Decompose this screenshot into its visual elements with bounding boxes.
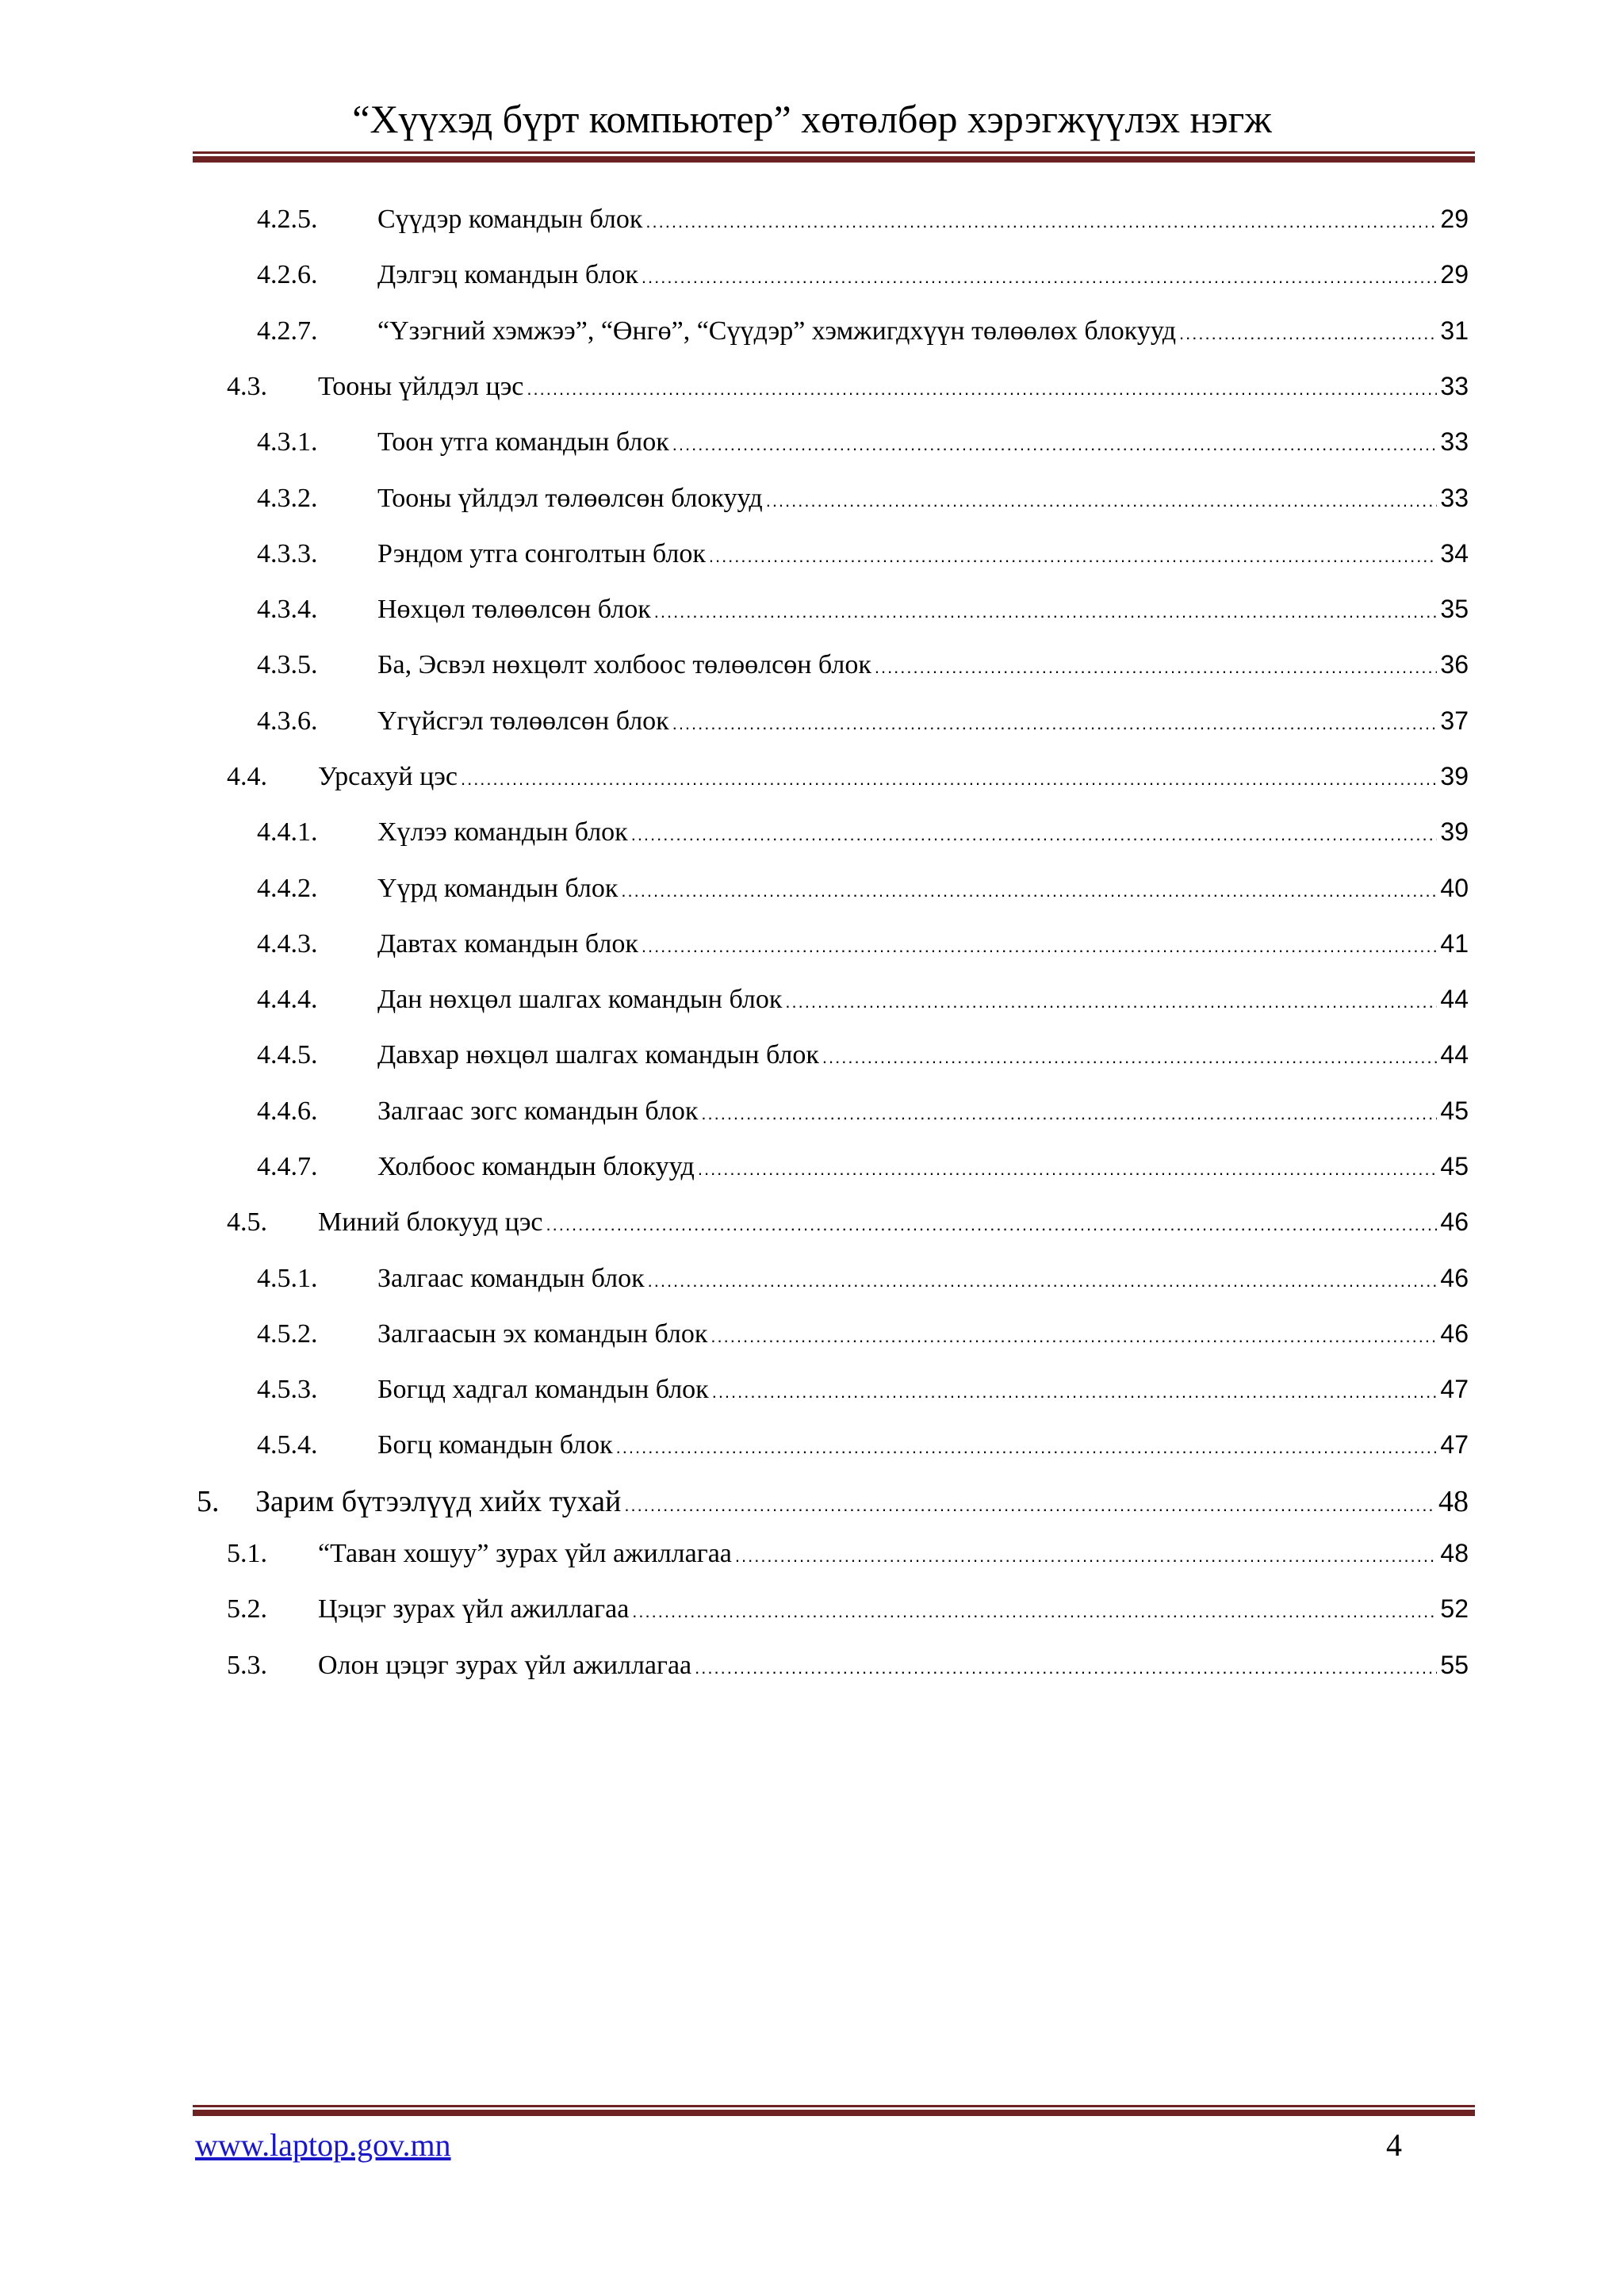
toc-entry-page: 47 — [1440, 1430, 1469, 1459]
toc-entry-title: Залгаасын эх командын блок — [377, 1319, 708, 1349]
toc-entry-number: 4.4.6. — [257, 1096, 318, 1126]
toc-entry-title: Тоон утга командын блок — [377, 427, 669, 457]
toc-entry-page: 47 — [1440, 1375, 1469, 1403]
toc-entry-page: 35 — [1440, 595, 1469, 623]
toc-entry-title: Дан нөхцөл шалгах командын блок — [377, 985, 783, 1014]
toc-entry-page: 55 — [1440, 1651, 1469, 1679]
toc-entry-number: 4.4.7. — [257, 1152, 318, 1181]
toc-entry[interactable] — [257, 1092, 1469, 1130]
toc-entry[interactable] — [257, 702, 1469, 740]
toc-entry-page: 46 — [1440, 1319, 1469, 1348]
toc-entry-page: 39 — [1440, 817, 1469, 846]
toc-entry-number: 4.3.3. — [257, 539, 318, 568]
toc-entry[interactable] — [227, 1590, 1469, 1628]
toc-entry-page: 33 — [1440, 427, 1469, 456]
toc-dot-leader — [785, 983, 1437, 1021]
toc-entry-number: 4.3.1. — [257, 427, 318, 457]
toc-entry-number: 4.3.6. — [257, 706, 318, 736]
toc-dot-leader — [616, 1429, 1438, 1467]
toc-dot-leader — [710, 1318, 1437, 1356]
toc-entry[interactable] — [227, 1534, 1469, 1572]
toc-entry-title: Дэлгэц командын блок — [377, 260, 638, 289]
toc-dot-leader — [546, 1206, 1438, 1244]
toc-entry-title: Үүрд командын блок — [377, 874, 619, 903]
toc-entry[interactable] — [257, 1314, 1469, 1353]
toc-entry[interactable] — [227, 757, 1469, 795]
toc-dot-leader — [672, 705, 1438, 743]
toc-entry-number: 4.5. — [227, 1207, 267, 1237]
toc-entry[interactable] — [257, 1259, 1469, 1297]
toc-entry-number: 5.1. — [227, 1539, 267, 1568]
toc-entry[interactable] — [257, 200, 1469, 238]
toc-entry-title: “Үзэгний хэмжээ”, “Өнгө”, “Сүүдэр” хэмжигдхүүн төлөөлөх блокууд — [377, 316, 1177, 346]
toc-entry-page: 37 — [1440, 706, 1469, 735]
toc-entry-number: 4.4.5. — [257, 1040, 318, 1070]
toc-entry-page: 40 — [1440, 874, 1469, 902]
toc-entry-page: 44 — [1440, 985, 1469, 1013]
toc-dot-leader — [527, 370, 1437, 408]
toc-entry-number: 4.4. — [227, 762, 267, 791]
toc-entry-title: Рэндом утга сонголтын блок — [377, 539, 706, 568]
toc-entry-number: 4.3.2. — [257, 484, 318, 513]
toc-dot-leader — [712, 1373, 1438, 1411]
page-header-title: “Хүүхэд бүрт компьютер” хөтөлбөр хэрэгжүүлэх нэгж — [352, 97, 1272, 141]
toc-entry-title: Миний блокууд цэс — [318, 1207, 543, 1237]
toc-entry-page: 29 — [1440, 205, 1469, 233]
toc-entry-page: 31 — [1440, 316, 1469, 345]
toc-entry-number: 4.4.4. — [257, 985, 318, 1014]
toc-entry-page: 46 — [1440, 1264, 1469, 1292]
toc-entry[interactable] — [197, 1483, 1469, 1521]
toc-dot-leader — [648, 1262, 1438, 1300]
toc-dot-leader — [695, 1649, 1437, 1687]
toc-entry[interactable] — [257, 255, 1469, 293]
toc-entry-number: 5.2. — [227, 1594, 267, 1624]
toc-entry-title: “Таван хошуу” зурах үйл ажиллагаа — [318, 1539, 732, 1568]
footer-website-link[interactable]: www.laptop.gov.mn — [195, 2127, 451, 2163]
toc-entry-page: 34 — [1440, 539, 1469, 568]
toc-dot-leader — [1179, 315, 1437, 353]
footer-rule — [193, 2105, 1475, 2116]
toc-entry-number: 4.2.7. — [257, 316, 318, 346]
toc-dot-leader — [672, 426, 1438, 464]
toc-dot-leader — [822, 1039, 1438, 1077]
toc-entry[interactable] — [257, 869, 1469, 907]
toc-entry-title: Сүүдэр командын блок — [377, 205, 643, 234]
toc-entry[interactable] — [257, 590, 1469, 628]
toc-entry-page: 48 — [1440, 1539, 1469, 1567]
toc-entry-number: 4.5.3. — [257, 1375, 318, 1404]
toc-dot-leader — [645, 203, 1437, 241]
toc-entry-number: 4.3. — [227, 372, 267, 401]
toc-entry[interactable] — [227, 367, 1469, 405]
toc-entry-title: Олон цэцэг зурах үйл ажиллагаа — [318, 1651, 692, 1680]
toc-entry-page: 41 — [1440, 929, 1469, 958]
toc-entry-page: 46 — [1440, 1207, 1469, 1236]
toc-entry-title: Богц командын блок — [377, 1430, 613, 1460]
toc-entry-page: 44 — [1440, 1040, 1469, 1069]
toc-entry-page: 29 — [1440, 260, 1469, 289]
toc-entry-title: Залгаас командын блок — [377, 1264, 645, 1293]
toc-entry-title: Ба, Эсвэл нөхцөлт холбоос төлөөлсөн блок — [377, 650, 871, 679]
toc-entry[interactable] — [257, 312, 1469, 350]
toc-dot-leader — [642, 928, 1438, 966]
toc-entry-title: Зарим бүтээлүүд хийх тухай — [255, 1485, 622, 1518]
toc-entry-page: 33 — [1440, 372, 1469, 400]
toc-dot-leader — [621, 872, 1437, 910]
page-number: 4 — [1386, 2127, 1402, 2163]
toc-entry[interactable] — [257, 479, 1469, 517]
toc-entry-page: 48 — [1438, 1485, 1469, 1518]
toc-entry-title: Хүлээ командын блок — [377, 817, 628, 847]
toc-dot-leader — [642, 258, 1438, 297]
toc-entry-title: Давтах командын блок — [377, 929, 638, 959]
toc-entry-number: 4.5.1. — [257, 1264, 318, 1293]
toc-dot-leader — [624, 1487, 1435, 1525]
toc-entry-title: Үгүйсгэл төлөөлсөн блок — [377, 706, 669, 736]
toc-entry-page: 33 — [1440, 484, 1469, 512]
toc-dot-leader — [654, 593, 1438, 631]
toc-entry[interactable] — [257, 645, 1469, 683]
toc-entry-page: 45 — [1440, 1096, 1469, 1125]
toc-entry-number: 5. — [197, 1485, 220, 1518]
toc-entry-title: Залгаас зогс командын блок — [377, 1096, 699, 1126]
toc-dot-leader — [766, 482, 1438, 520]
toc-entry-title: Тооны үйлдэл төлөөлсөн блокууд — [377, 484, 763, 513]
toc-entry[interactable] — [257, 534, 1469, 572]
toc-dot-leader — [709, 538, 1438, 576]
toc-entry-number: 4.5.2. — [257, 1319, 318, 1349]
toc-dot-leader — [701, 1095, 1437, 1133]
toc-entry[interactable] — [257, 1370, 1469, 1408]
toc-entry[interactable] — [257, 813, 1469, 851]
toc-entry-number: 4.5.4. — [257, 1430, 318, 1460]
toc-entry-page: 52 — [1440, 1594, 1469, 1623]
toc-dot-leader — [631, 816, 1438, 854]
toc-dot-leader — [632, 1593, 1437, 1631]
toc-entry-number: 5.3. — [227, 1651, 267, 1680]
toc-entry-number: 4.2.5. — [257, 205, 318, 234]
toc-entry-number: 4.2.6. — [257, 260, 318, 289]
toc-entry-title: Давхар нөхцөл шалгах командын блок — [377, 1040, 819, 1070]
toc-entry-page: 45 — [1440, 1152, 1469, 1181]
toc-entry-number: 4.4.1. — [257, 817, 318, 847]
toc-dot-leader — [875, 649, 1438, 687]
toc-entry-number: 4.3.5. — [257, 650, 318, 679]
toc-entry-title: Богцд хадгал командын блок — [377, 1375, 709, 1404]
header-rule — [193, 151, 1475, 163]
toc-entry-title: Нөхцөл төлөөлсөн блок — [377, 595, 651, 624]
toc-entry[interactable] — [257, 1035, 1469, 1073]
toc-entry-number: 4.4.3. — [257, 929, 318, 959]
toc-entry-title: Холбоос командын блокууд — [377, 1152, 695, 1181]
toc-entry-title: Цэцэг зурах үйл ажиллагаа — [318, 1594, 630, 1624]
toc-dot-leader — [461, 760, 1437, 798]
toc-entry[interactable] — [227, 1203, 1469, 1241]
toc-entry[interactable] — [257, 1147, 1469, 1185]
toc-entry-title: Тооны үйлдэл цэс — [318, 372, 524, 401]
toc-entry-page: 39 — [1440, 762, 1469, 790]
toc-entry-title: Урсахуй цэс — [318, 762, 458, 791]
toc-entry[interactable] — [227, 1646, 1469, 1684]
toc-dot-leader — [735, 1537, 1438, 1575]
toc-entry[interactable] — [257, 1425, 1469, 1464]
toc-entry-number: 4.3.4. — [257, 595, 318, 624]
toc-entry[interactable] — [257, 924, 1469, 962]
toc-entry-page: 36 — [1440, 650, 1469, 679]
toc-entry[interactable] — [257, 423, 1469, 461]
toc-entry[interactable] — [257, 980, 1469, 1018]
toc-entry-number: 4.4.2. — [257, 874, 318, 903]
toc-dot-leader — [698, 1150, 1438, 1188]
